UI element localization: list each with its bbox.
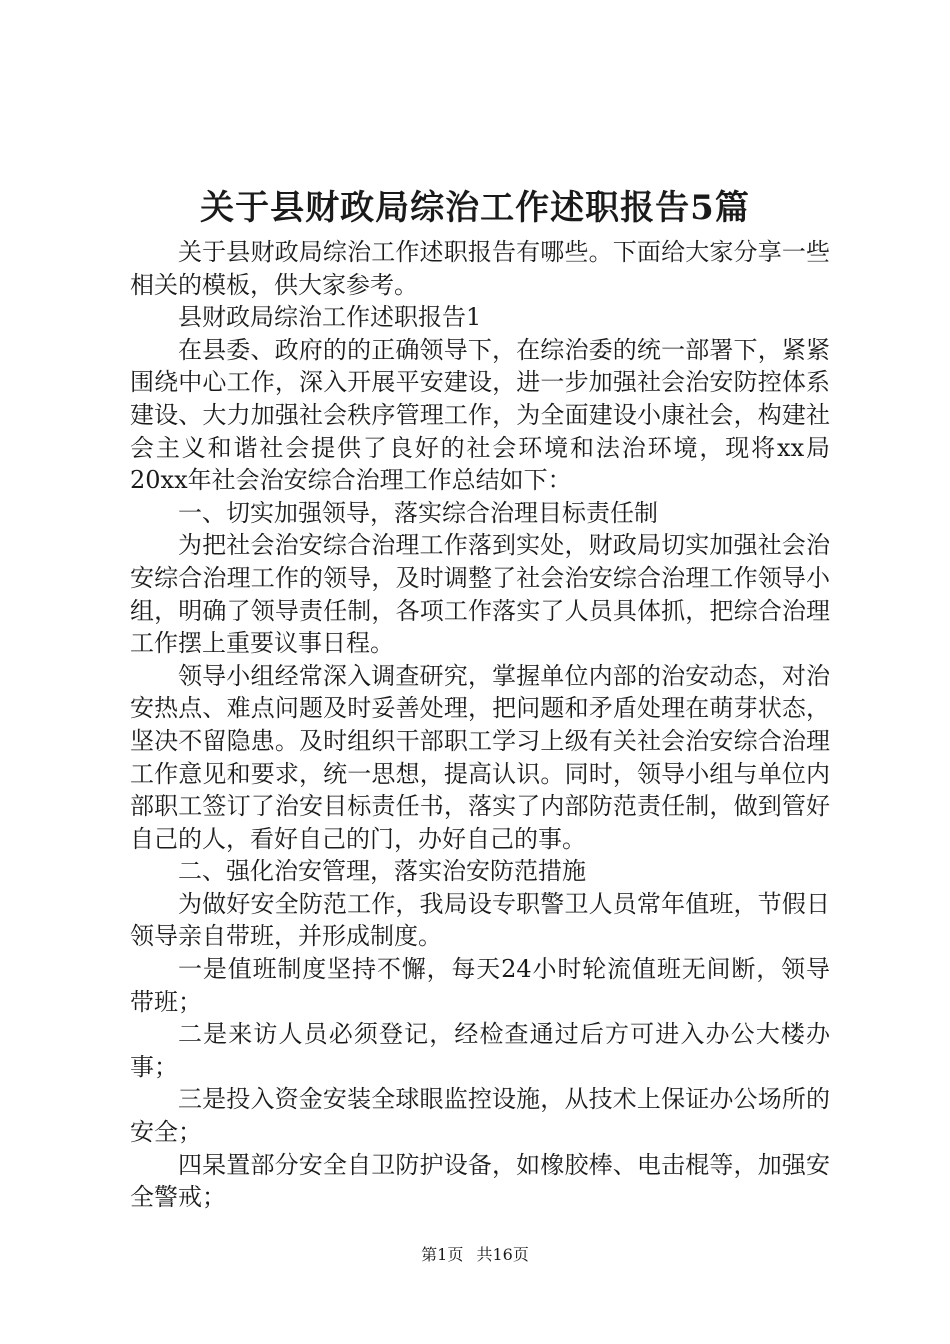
list-item: 四杲置部分安全自卫防护设备，如橡胶棒、电击棍等，加强安全警戒； [130, 1150, 830, 1212]
page-footer [0, 1244, 950, 1266]
page-number: 第1页 [421, 1245, 464, 1264]
list-item: 三是投入资金安装全球眼监控设施，从技术上保证办公场所的安全； [130, 1085, 830, 1147]
list-item: 一是值班制度坚持不懈，每天24小时轮流值班无间断，领导带班； [130, 955, 830, 1016]
report-heading: 县财政局综治工作述职报告1 [178, 303, 482, 332]
document-title: 关于县财政局综治工作述职报告5篇 [200, 188, 750, 228]
page-total: 共16页 [476, 1245, 529, 1264]
list-item: 二是来访人员必须登记，经检查通过后方可进入办公大楼办事； [130, 1020, 830, 1081]
paragraph: 为把社会治安综合治理工作落到实处，财政局切实加强社会治安综合治理工作的领导，及时调整了社会治安综合治理工作领导小组，明确了领导责任制，各项工作落实了人员具体抓，把综合治理工作摆上重要议事日程。 [130, 531, 830, 658]
paragraph: 在县委、政府的的正确领导下，在综治委的统一部署下，紧紧围绕中心工作，深入开展平安建设，进一步加强社会治安防控体系建设、大力加强社会秩序管理工作，为全面建设小康社会，构建社会主义和谐社会提供了良好的社会环境和法治环境，现将xx局20xx年社会治安综合治理工作总结如下： [130, 335, 830, 495]
section-heading: 一、切实加强领导，落实综合治理目标责任制 [178, 498, 658, 527]
document-body [130, 236, 830, 1214]
section-heading: 二、强化治安管理，落实治安防范措施 [178, 857, 586, 886]
paragraph: 领导小组经常深入调查研究，掌握单位内部的治安动态，对治安热点、难点问题及时妥善处理，把问题和矛盾处理在萌芽状态，坚决不留隐患。及时组织干部职工学习上级有关社会治安综合治理工作意见和要求，统一思想，提高认识。同时，领导小组与单位内部职工签订了治安目标责任书，落实了内部防范责任制，做到管好自己的人，看好自己的门，办好自己的事。 [130, 661, 830, 853]
paragraph-intro: 关于县财政局综治工作述职报告有哪些。下面给大家分享一些相关的模板，供大家参考。 [130, 238, 830, 299]
paragraph: 为做好安全防范工作，我局设专职警卫人员常年值班，节假日领导亲自带班，并形成制度。 [130, 889, 830, 951]
